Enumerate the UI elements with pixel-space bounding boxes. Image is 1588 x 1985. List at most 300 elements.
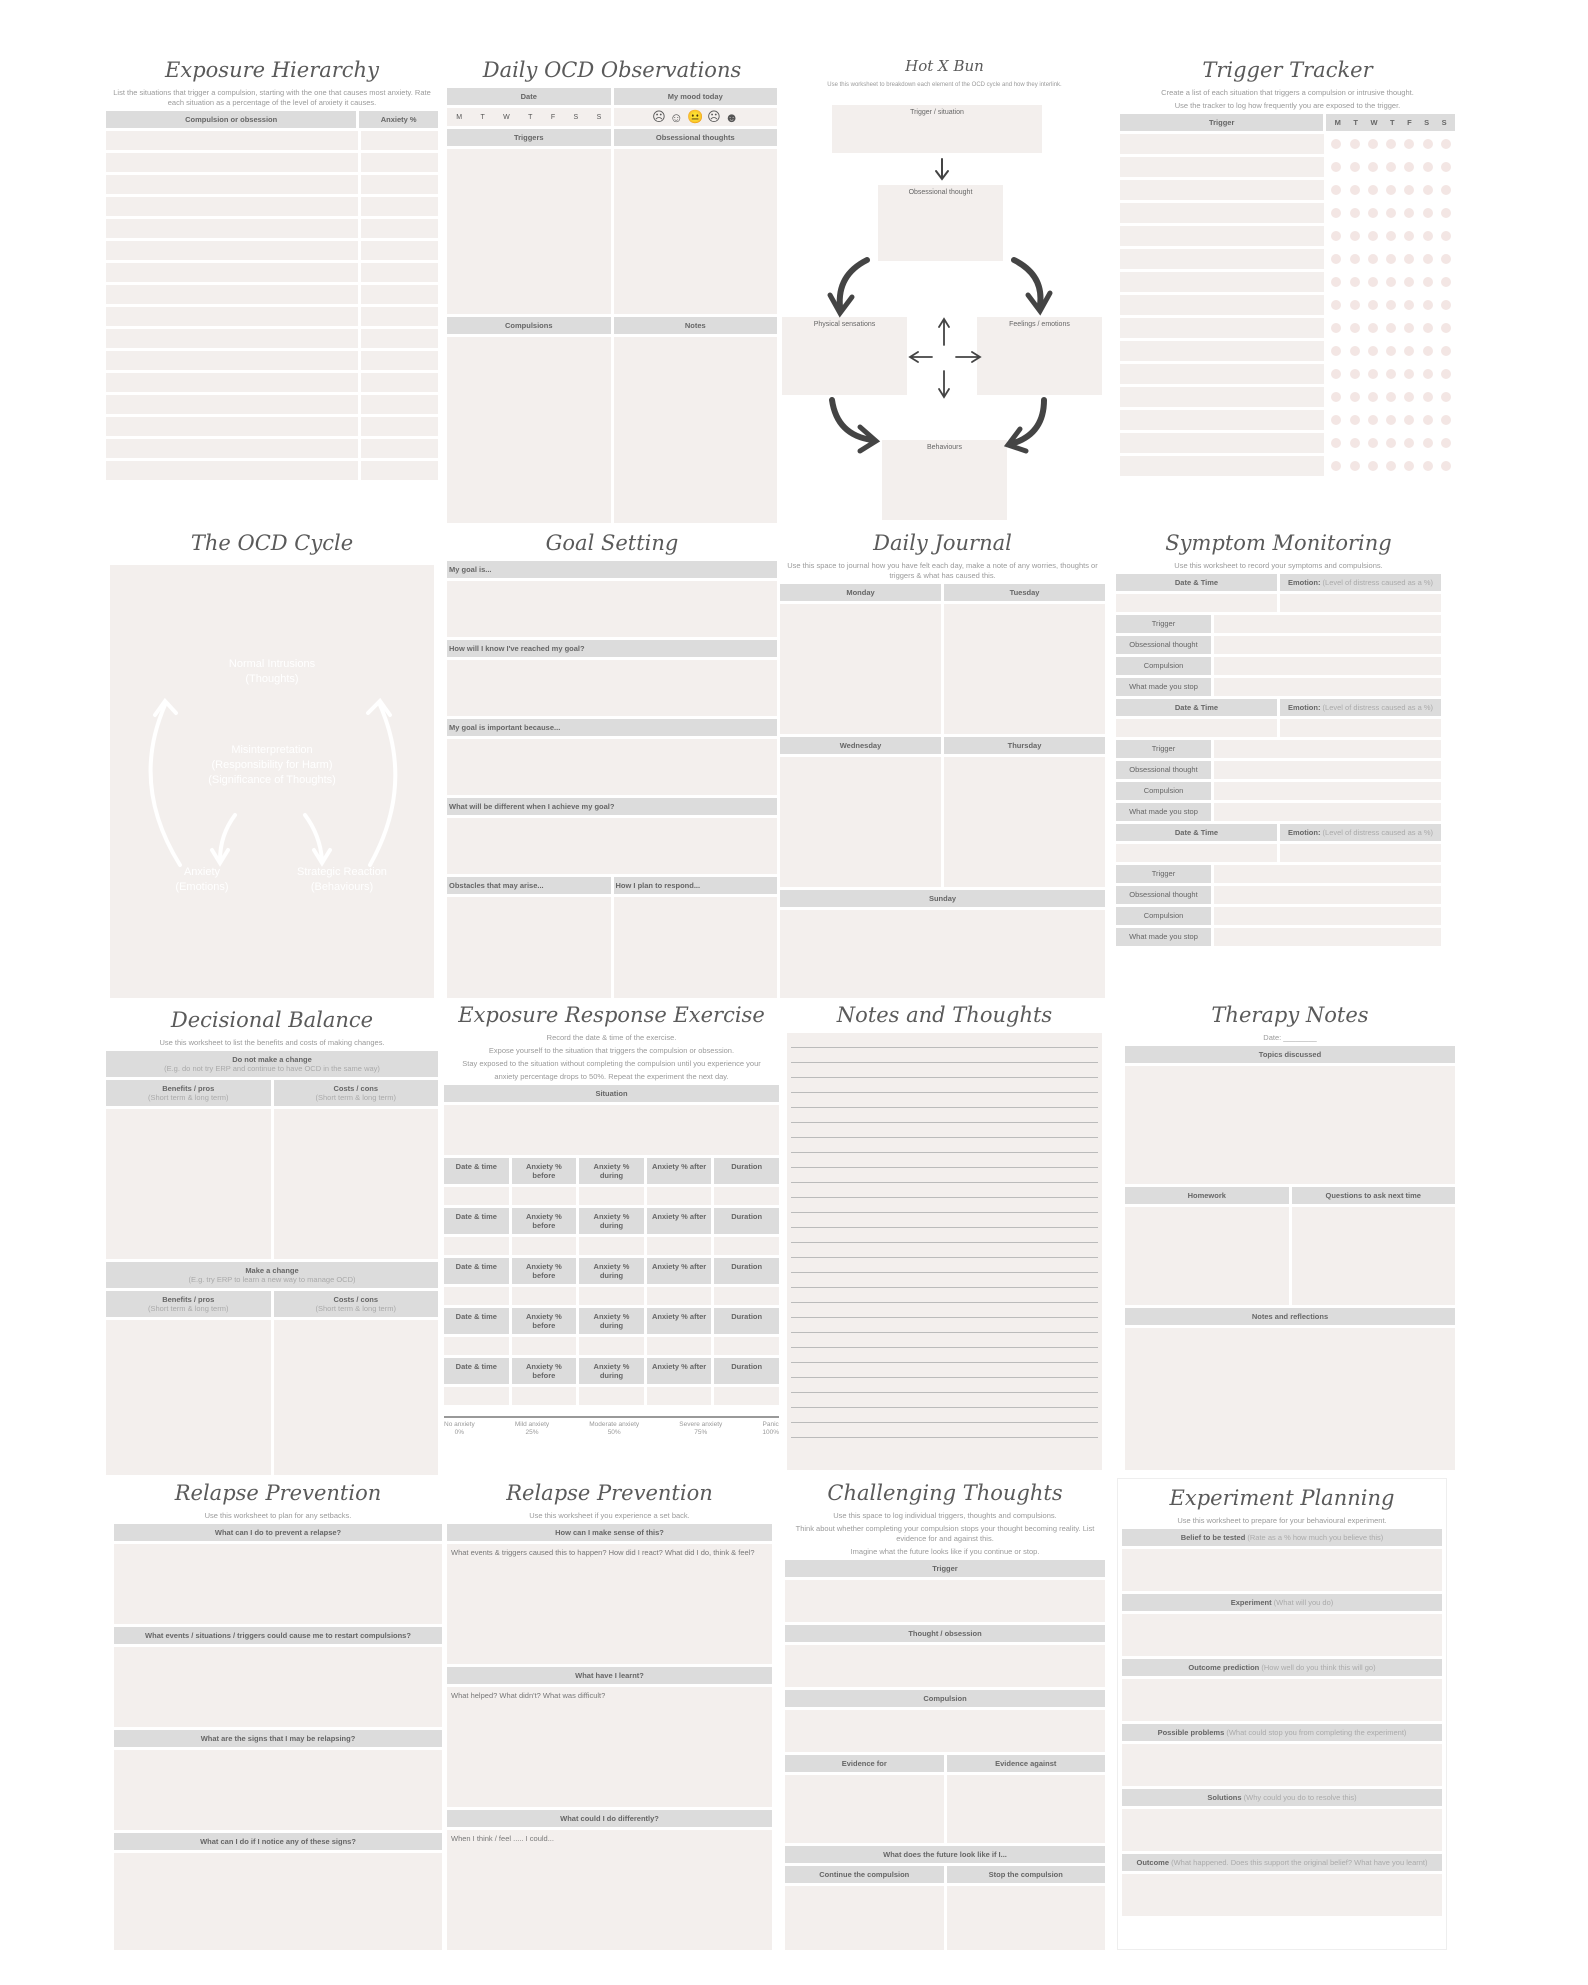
compulsions-box[interactable]	[447, 337, 611, 523]
day-checkbox[interactable]	[1441, 461, 1451, 471]
anxiety-cell[interactable]	[361, 439, 438, 458]
day-checkbox[interactable]	[1350, 300, 1360, 310]
day-checkbox[interactable]	[1331, 369, 1341, 379]
day-checkbox[interactable]	[1404, 231, 1414, 241]
stop-box[interactable]	[947, 1886, 1106, 1950]
day-checkbox[interactable]	[1441, 300, 1451, 310]
row-label: Compulsion	[1116, 657, 1211, 675]
anxiety-cell[interactable]	[361, 373, 438, 392]
scale-name: No anxiety	[444, 1421, 475, 1428]
date-time-cell[interactable]	[1116, 719, 1277, 737]
day-checkbox[interactable]	[1423, 162, 1433, 172]
day-checkbox[interactable]	[1404, 369, 1414, 379]
compulsion-cell[interactable]	[106, 417, 358, 436]
day-checkbox[interactable]	[1331, 254, 1341, 264]
log-cell[interactable]	[444, 1337, 509, 1355]
log-cell[interactable]	[444, 1287, 509, 1305]
entry-cell[interactable]	[1214, 678, 1441, 696]
log-column-header: Anxiety % after	[647, 1158, 712, 1184]
emotion-cell[interactable]	[1280, 844, 1441, 862]
emotion-sub: (Level of distress caused as a %)	[1322, 828, 1434, 837]
compulsion-cell[interactable]	[106, 175, 358, 194]
anxiety-cell[interactable]	[361, 329, 438, 348]
log-cell[interactable]	[512, 1187, 577, 1205]
triggers-box[interactable]	[447, 149, 611, 314]
log-cell[interactable]	[579, 1287, 644, 1305]
trigger-cell[interactable]	[1120, 410, 1324, 430]
ruled-lines[interactable]	[787, 1033, 1102, 1470]
questions-box[interactable]	[1292, 1207, 1456, 1305]
log-cell[interactable]	[714, 1237, 779, 1255]
day-checkbox[interactable]	[1350, 208, 1360, 218]
date-field[interactable]: Date: ________	[1263, 1033, 1317, 1042]
answer-box[interactable]	[114, 1544, 442, 1624]
day-checkbox[interactable]	[1368, 323, 1378, 333]
day-checkbox[interactable]	[1441, 185, 1451, 195]
day-checkbox[interactable]	[1350, 369, 1360, 379]
experiment-planning-sheet	[1117, 1478, 1447, 1950]
log-cell[interactable]	[647, 1237, 712, 1255]
answer-box[interactable]: What helped? What didn't? What was difficult?	[447, 1687, 772, 1807]
anxiety-cell[interactable]	[361, 285, 438, 304]
day-checkbox[interactable]	[1423, 346, 1433, 356]
day-checkbox[interactable]	[1441, 323, 1451, 333]
day: S	[1424, 118, 1430, 127]
trigger-cell[interactable]	[1120, 364, 1324, 384]
notes-box[interactable]	[614, 337, 778, 523]
day-checkbox[interactable]	[1331, 231, 1341, 241]
day-checkbox[interactable]	[1441, 392, 1451, 402]
table-row	[106, 461, 438, 480]
journal-box[interactable]	[780, 910, 1105, 998]
day-checkbox[interactable]	[1386, 461, 1396, 471]
day-t[interactable]: T	[480, 113, 485, 121]
trigger-cell[interactable]	[1120, 272, 1324, 292]
log-cell[interactable]	[714, 1187, 779, 1205]
feelings-box[interactable]: Feelings / emotions	[977, 317, 1102, 395]
trigger-cell[interactable]	[1120, 341, 1324, 361]
entry-cell[interactable]	[1214, 761, 1441, 779]
day-m[interactable]: M	[456, 113, 463, 121]
log-cell[interactable]	[579, 1387, 644, 1405]
day-checkbox[interactable]	[1368, 254, 1378, 264]
compulsion-cell[interactable]	[106, 439, 358, 458]
log-cell[interactable]	[444, 1187, 509, 1205]
day-checkbox[interactable]	[1441, 254, 1451, 264]
day-checkbox[interactable]	[1441, 438, 1451, 448]
table-row	[1120, 134, 1455, 154]
day-checkbox[interactable]	[1404, 185, 1414, 195]
day-checkbox[interactable]	[1350, 323, 1360, 333]
compulsion-cell[interactable]	[106, 131, 358, 150]
thought-box[interactable]: Obsessional thought	[878, 185, 1003, 261]
day-checkbox[interactable]	[1423, 323, 1433, 333]
day-checkbox[interactable]	[1423, 392, 1433, 402]
day-checkbox[interactable]	[1368, 231, 1378, 241]
day-checkbox[interactable]	[1386, 208, 1396, 218]
log-cell[interactable]	[512, 1287, 577, 1305]
day-checkbox[interactable]	[1404, 392, 1414, 402]
reflections-box[interactable]	[1125, 1328, 1455, 1470]
item-label: Outcome	[1136, 1858, 1172, 1867]
day-s[interactable]: S	[573, 113, 579, 121]
anxiety-cell[interactable]	[361, 197, 438, 216]
table-row	[1120, 272, 1455, 292]
obstacles-box[interactable]	[447, 897, 611, 998]
day-checkbox[interactable]	[1423, 254, 1433, 264]
scale-value: 0%	[454, 1429, 465, 1436]
table-row	[106, 307, 438, 326]
day-checkbox[interactable]	[1441, 346, 1451, 356]
day-checkbox[interactable]	[1386, 346, 1396, 356]
day-checkbox[interactable]	[1404, 438, 1414, 448]
anxiety-cell[interactable]	[361, 153, 438, 172]
answer-box[interactable]: When I think / feel ..... I could...	[447, 1830, 772, 1950]
answer-box[interactable]	[447, 818, 777, 874]
trigger-cell[interactable]	[1120, 157, 1324, 177]
compulsion-cell[interactable]	[106, 285, 358, 304]
ruled-line	[791, 1108, 1098, 1123]
day-checkbox[interactable]	[1331, 208, 1341, 218]
day-checkbox[interactable]	[1404, 346, 1414, 356]
compulsion-cell[interactable]	[106, 373, 358, 392]
log-cell[interactable]	[579, 1187, 644, 1205]
table-row	[106, 219, 438, 238]
face-icon[interactable]: 😐	[686, 109, 704, 124]
entry-row	[1116, 907, 1441, 925]
homework-header: Homework	[1125, 1187, 1289, 1204]
day-checkbox[interactable]	[1386, 231, 1396, 241]
day-t[interactable]: T	[528, 113, 533, 121]
scale-name: Panic	[762, 1421, 779, 1428]
day-checkbox[interactable]	[1368, 208, 1378, 218]
day-checkbox[interactable]	[1331, 300, 1341, 310]
respond-header: How I plan to respond...	[614, 877, 778, 894]
costs-box[interactable]	[274, 1109, 439, 1259]
answer-box[interactable]	[114, 1853, 442, 1950]
physical-sensations-box[interactable]: Physical sensations	[782, 317, 907, 395]
day-checkbox[interactable]	[1423, 300, 1433, 310]
entry-cell[interactable]	[1214, 907, 1441, 925]
log-cell[interactable]	[444, 1237, 509, 1255]
day-checkbox[interactable]	[1331, 185, 1341, 195]
day-checkbox[interactable]	[1423, 208, 1433, 218]
weekday-selector[interactable]	[447, 108, 611, 126]
day-checkbox[interactable]	[1368, 438, 1378, 448]
item-box[interactable]	[1122, 1874, 1442, 1916]
face-icon[interactable]: ☺	[669, 109, 683, 125]
day-checkbox[interactable]	[1404, 277, 1414, 287]
anxiety-cell[interactable]	[361, 307, 438, 326]
day-checkbox[interactable]	[1368, 346, 1378, 356]
day-checkbox[interactable]	[1386, 185, 1396, 195]
entry-row	[1116, 678, 1441, 696]
day-checkbox[interactable]	[1386, 162, 1396, 172]
day-checkbox[interactable]	[1441, 208, 1451, 218]
day-checkbox[interactable]	[1386, 277, 1396, 287]
log-cell[interactable]	[512, 1237, 577, 1255]
day-checkbox[interactable]	[1368, 300, 1378, 310]
log-cell[interactable]	[714, 1387, 779, 1405]
emotion-cell[interactable]	[1280, 719, 1441, 737]
day-checkbox[interactable]	[1441, 415, 1451, 425]
log-header-row	[444, 1258, 779, 1284]
day-checkbox[interactable]	[1423, 185, 1433, 195]
answer-box[interactable]	[447, 739, 777, 795]
daily-ocd-observations-sheet	[447, 55, 777, 523]
log-cell[interactable]	[579, 1337, 644, 1355]
day-checkbox[interactable]	[1368, 162, 1378, 172]
homework-box[interactable]	[1125, 1207, 1289, 1305]
day-w[interactable]: W	[503, 113, 510, 121]
benefits-box[interactable]	[106, 1320, 271, 1475]
anxiety-cell[interactable]	[361, 263, 438, 282]
cycle-stage-sub: (Thoughts)	[245, 673, 299, 685]
day-checkbox[interactable]	[1350, 162, 1360, 172]
day-checkbox[interactable]	[1386, 139, 1396, 149]
day-checkbox[interactable]	[1368, 461, 1378, 471]
entry-cell[interactable]	[1214, 636, 1441, 654]
day-checkbox[interactable]	[1423, 369, 1433, 379]
day-checkbox[interactable]	[1441, 277, 1451, 287]
log-cell[interactable]	[579, 1237, 644, 1255]
journal-box[interactable]	[780, 757, 941, 887]
log-cell[interactable]	[714, 1337, 779, 1355]
trigger-cell[interactable]	[1120, 318, 1324, 338]
behaviours-box[interactable]: Behaviours	[882, 440, 1007, 520]
emotion-cell[interactable]	[1280, 594, 1441, 612]
trigger-cell[interactable]	[1120, 295, 1324, 315]
day-checkbox[interactable]	[1350, 346, 1360, 356]
evidence-against-box[interactable]	[947, 1775, 1106, 1843]
day-dots	[1327, 134, 1455, 154]
entry-cell[interactable]	[1214, 865, 1441, 883]
log-cell[interactable]	[714, 1287, 779, 1305]
day-checkbox[interactable]	[1423, 277, 1433, 287]
entry-cell[interactable]	[1214, 803, 1441, 821]
day-checkbox[interactable]	[1423, 231, 1433, 241]
day-checkbox[interactable]	[1386, 369, 1396, 379]
compulsion-cell[interactable]	[106, 263, 358, 282]
item-hint: (What happened. Does this support the original belief? What have you learnt)	[1171, 1858, 1428, 1867]
compulsion-cell[interactable]	[106, 307, 358, 326]
day-checkbox[interactable]	[1423, 139, 1433, 149]
day-checkbox[interactable]	[1368, 185, 1378, 195]
trigger-cell[interactable]	[1120, 387, 1324, 407]
day-checkbox[interactable]	[1350, 254, 1360, 264]
day-checkbox[interactable]	[1404, 208, 1414, 218]
day-checkbox[interactable]	[1350, 139, 1360, 149]
anxiety-cell[interactable]	[361, 351, 438, 370]
cycle-stage-sub: (Significance of Thoughts)	[208, 774, 336, 786]
face-icon[interactable]: ☻	[724, 109, 739, 125]
compulsion-cell[interactable]	[106, 329, 358, 348]
anxiety-cell[interactable]	[361, 175, 438, 194]
trigger-cell[interactable]	[1120, 456, 1324, 476]
day-checkbox[interactable]	[1331, 162, 1341, 172]
journal-box[interactable]	[944, 604, 1105, 734]
day-checkbox[interactable]	[1404, 461, 1414, 471]
triggers-header: Triggers	[447, 129, 611, 146]
item-box[interactable]	[1122, 1679, 1442, 1721]
entry-cell[interactable]	[1214, 615, 1441, 633]
costs-box[interactable]	[274, 1320, 439, 1475]
journal-box[interactable]	[944, 757, 1105, 887]
evidence-for-box[interactable]	[785, 1775, 944, 1843]
item-box[interactable]	[1122, 1744, 1442, 1786]
day-checkbox[interactable]	[1423, 438, 1433, 448]
day-checkbox[interactable]	[1386, 254, 1396, 264]
anxiety-cell[interactable]	[361, 219, 438, 238]
day-checkbox[interactable]	[1386, 300, 1396, 310]
day-checkbox[interactable]	[1350, 185, 1360, 195]
thought-box[interactable]	[785, 1645, 1105, 1687]
log-cell[interactable]	[512, 1337, 577, 1355]
day-checkbox[interactable]	[1386, 415, 1396, 425]
thoughts-box[interactable]	[614, 149, 778, 314]
day-checkbox[interactable]	[1350, 415, 1360, 425]
day-s[interactable]: S	[596, 113, 602, 121]
day-checkbox[interactable]	[1368, 369, 1378, 379]
log-row	[444, 1187, 779, 1205]
day-checkbox[interactable]	[1404, 139, 1414, 149]
compulsion-cell[interactable]	[106, 351, 358, 370]
compulsion-cell[interactable]	[106, 197, 358, 216]
anxiety-cell[interactable]	[361, 241, 438, 260]
mood-faces[interactable]	[614, 108, 778, 126]
day-checkbox[interactable]	[1331, 277, 1341, 287]
anxiety-cell[interactable]	[361, 417, 438, 436]
anxiety-cell[interactable]	[361, 131, 438, 150]
topics-box[interactable]	[1125, 1066, 1455, 1184]
item-box[interactable]	[1122, 1614, 1442, 1656]
compulsion-cell[interactable]	[106, 395, 358, 414]
trigger-cell[interactable]	[1120, 433, 1324, 453]
log-cell[interactable]	[647, 1387, 712, 1405]
log-cell[interactable]	[647, 1337, 712, 1355]
log-cell[interactable]	[647, 1187, 712, 1205]
day-checkbox[interactable]	[1386, 323, 1396, 333]
compulsion-box[interactable]	[785, 1710, 1105, 1752]
day-checkbox[interactable]	[1331, 415, 1341, 425]
answer-box[interactable]	[114, 1647, 442, 1727]
date-time-cell[interactable]	[1116, 844, 1277, 862]
anxiety-cell[interactable]	[361, 461, 438, 480]
journal-box[interactable]	[780, 604, 941, 734]
trigger-cell[interactable]	[1120, 180, 1324, 200]
emotion-sub: (Level of distress caused as a %)	[1322, 578, 1434, 587]
anxiety-cell[interactable]	[361, 395, 438, 414]
answer-box[interactable]	[447, 660, 777, 716]
day-checkbox[interactable]	[1350, 392, 1360, 402]
entry-cell[interactable]	[1214, 886, 1441, 904]
compulsion-cell[interactable]	[106, 461, 358, 480]
trigger-cell[interactable]	[1120, 226, 1324, 246]
trigger-cell[interactable]	[1120, 249, 1324, 269]
situation-box[interactable]	[444, 1105, 779, 1155]
answer-box[interactable]	[447, 581, 777, 637]
item-box[interactable]	[1122, 1549, 1442, 1591]
day-checkbox[interactable]	[1331, 323, 1341, 333]
day-checkbox[interactable]	[1350, 231, 1360, 241]
log-row	[444, 1287, 779, 1305]
day-checkbox[interactable]	[1350, 438, 1360, 448]
sheet-description: Use this worksheet to list the benefits and costs of making changes.	[159, 1038, 385, 1047]
day-checkbox[interactable]	[1441, 162, 1451, 172]
face-icon[interactable]: ☹	[707, 109, 721, 124]
log-cell[interactable]	[647, 1287, 712, 1305]
entry-cell[interactable]	[1214, 782, 1441, 800]
goal-question: My goal is important because...	[447, 719, 777, 736]
entry-cell[interactable]	[1214, 740, 1441, 758]
day-checkbox[interactable]	[1368, 392, 1378, 402]
row-label: What made you stop	[1116, 928, 1211, 946]
day-checkbox[interactable]	[1331, 392, 1341, 402]
answer-box[interactable]: What events & triggers caused this to happen? How did I react? What did I do, think & feel?	[447, 1544, 772, 1664]
day-checkbox[interactable]	[1331, 139, 1341, 149]
entry-cell[interactable]	[1214, 928, 1441, 946]
day-checkbox[interactable]	[1441, 369, 1451, 379]
day-checkbox[interactable]	[1404, 300, 1414, 310]
day: T	[1390, 118, 1395, 127]
compulsion-cell[interactable]	[106, 153, 358, 172]
day-checkbox[interactable]	[1423, 461, 1433, 471]
row-label: Trigger	[1116, 615, 1211, 633]
day-checkbox[interactable]	[1404, 254, 1414, 264]
emotion-header	[1280, 699, 1441, 716]
day-f[interactable]: F	[550, 113, 556, 121]
day-checkbox[interactable]	[1350, 277, 1360, 287]
day-checkbox[interactable]	[1404, 162, 1414, 172]
day-checkbox[interactable]	[1331, 461, 1341, 471]
day-checkbox[interactable]	[1331, 346, 1341, 356]
day-checkbox[interactable]	[1423, 415, 1433, 425]
continue-box[interactable]	[785, 1886, 944, 1950]
face-icon[interactable]: ☹	[652, 109, 666, 124]
goal-question: How will I know I've reached my goal?	[447, 640, 777, 657]
trigger-cell[interactable]	[1120, 134, 1324, 154]
day-checkbox[interactable]	[1386, 392, 1396, 402]
date-time-cell[interactable]	[1116, 594, 1277, 612]
day-checkbox[interactable]	[1441, 231, 1451, 241]
answer-box[interactable]	[114, 1750, 442, 1830]
item-box[interactable]	[1122, 1809, 1442, 1851]
day-checkbox[interactable]	[1404, 415, 1414, 425]
day-checkbox[interactable]	[1404, 323, 1414, 333]
entry-cell[interactable]	[1214, 657, 1441, 675]
day-checkbox[interactable]	[1441, 139, 1451, 149]
compulsion-cell[interactable]	[106, 241, 358, 260]
trigger-cell[interactable]	[1120, 203, 1324, 223]
benefits-box[interactable]	[106, 1109, 271, 1259]
symptom-monitoring-sheet	[1116, 528, 1441, 998]
respond-box[interactable]	[614, 897, 778, 998]
item-hint: (Why could you do to resolve this)	[1243, 1793, 1357, 1802]
day-checkbox[interactable]	[1368, 277, 1378, 287]
day-checkbox[interactable]	[1368, 415, 1378, 425]
day-checkbox[interactable]	[1386, 438, 1396, 448]
trigger-box[interactable]	[785, 1580, 1105, 1622]
log-column-header: Anxiety % during	[579, 1358, 644, 1384]
log-cell[interactable]	[512, 1387, 577, 1405]
log-cell[interactable]	[444, 1387, 509, 1405]
day-checkbox[interactable]	[1368, 139, 1378, 149]
trigger-box[interactable]: Trigger / situation	[832, 105, 1042, 153]
day-checkbox[interactable]	[1350, 461, 1360, 471]
sheet-description: Imagine what the future looks like if you continue or stop.	[850, 1547, 1040, 1556]
compulsion-cell[interactable]	[106, 219, 358, 238]
day-checkbox[interactable]	[1331, 438, 1341, 448]
